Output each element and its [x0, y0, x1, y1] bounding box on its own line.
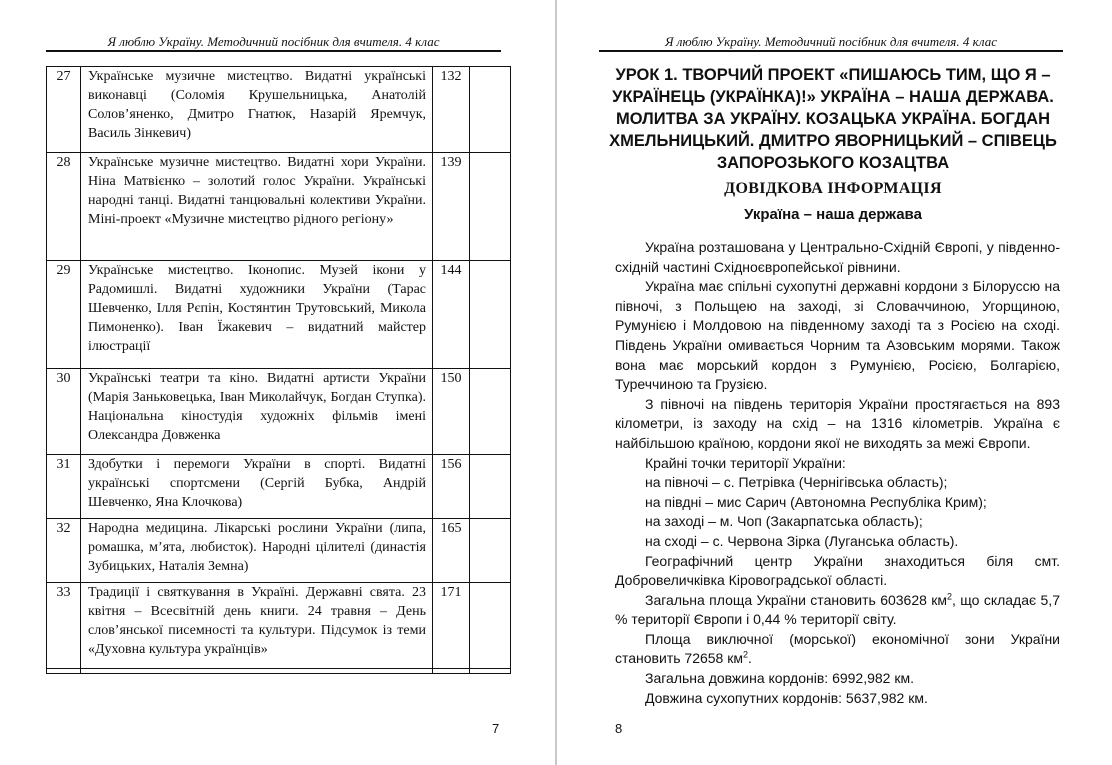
body-text	[615, 238, 1060, 708]
notes-cell	[470, 583, 511, 669]
page-number: 7	[492, 721, 500, 736]
lesson-topic: Здобутки і перемоги України в спорті. Видатні українські спортсмени (Сергій Бубка, Андрій Шевченко, Яна Клочкова)	[81, 455, 433, 519]
table-row	[47, 67, 511, 153]
superscript: 2	[742, 649, 748, 660]
list-item: на півночі – с. Петрівка (Чернігівська область);	[645, 474, 948, 491]
table-row	[47, 519, 511, 583]
extreme-points-intro: Крайні точки території України:	[645, 454, 846, 471]
running-head: Я люблю Україну. Методичний посібник для вчителя. 4 клас	[107, 34, 440, 49]
table-row	[47, 583, 511, 669]
lesson-number: 31	[47, 455, 81, 519]
running-head: Я люблю Україну. Методичний посібник для вчителя. 4 клас	[664, 34, 998, 49]
eez-text: .	[748, 650, 752, 667]
lesson-topic: Українське музичне мистецтво. Видатні українські виконавці (Соломія Крушельницька, Анатолій Солов’яненко, Дмитро Гнатюк, Назарій Яремчук, Василь Зінкевич)	[81, 67, 433, 153]
list-item: на сході – с. Червона Зірка (Луганська область).	[645, 532, 959, 549]
lesson-number: 27	[47, 67, 81, 153]
notes-cell	[470, 67, 511, 153]
sub-title: Україна – наша держава	[744, 206, 922, 223]
paragraph: Україна розташована у Центрально-Східній Європі, у південно-східній частині Східноєвропейської рівнини.	[615, 239, 1060, 275]
empty-cell	[81, 669, 433, 674]
lesson-number: 28	[47, 153, 81, 261]
border-total: Загальна довжина кордонів: 6992,982 км.	[645, 670, 914, 687]
list-item: на заході – м. Чоп (Закарпатська область);	[645, 513, 923, 530]
lesson-number: 32	[47, 519, 81, 583]
empty-cell	[470, 669, 511, 674]
lesson-number: 33	[47, 583, 81, 669]
lesson-title: УРОК 1. ТВОРЧИЙ ПРОЕКТ «ПИШАЮСЬ ТИМ, ЩО Я – УКРАЇНЕЦЬ (УКРАЇНКА)!» УКРАЇНА – НАША ДЕРЖАВА. МОЛИТВА ЗА УКРАЇНУ. КОЗАЦЬКА УКРАЇНА. БОГДАН ХМЕЛЬНИЦЬКИЙ. ДМИТРО ЯВОРНИЦЬКИЙ – СПІВЕЦЬ ЗАПОРОЗЬКОГО КОЗАЦТВА	[609, 66, 1057, 172]
lesson-number: 30	[47, 369, 81, 455]
page-number: 8	[615, 721, 623, 736]
notes-cell	[470, 519, 511, 583]
header-rule	[599, 50, 1063, 52]
table-row	[47, 369, 511, 455]
lesson-page: 144	[433, 261, 470, 369]
right-page	[557, 0, 1112, 765]
notes-cell	[470, 369, 511, 455]
lesson-number: 29	[47, 261, 81, 369]
lesson-plan-table	[46, 66, 511, 674]
lesson-page: 139	[433, 153, 470, 261]
table-row	[47, 669, 511, 674]
eez-paragraph	[615, 630, 1060, 669]
notes-cell	[470, 261, 511, 369]
lesson-page: 165	[433, 519, 470, 583]
section-title: ДОВІДКОВА ІНФОРМАЦІЯ	[724, 180, 942, 197]
header-rule	[46, 50, 501, 52]
area-text: , що складає 5,7 % території Європи і 0,44 % території світу.	[615, 591, 1060, 628]
area-paragraph	[615, 591, 1060, 630]
table-row	[47, 455, 511, 519]
superscript: 2	[947, 591, 953, 602]
lesson-page: 156	[433, 455, 470, 519]
lesson-page: 132	[433, 67, 470, 153]
paragraph: З півночі на південь територія України простягається на 893 кілометри, із заходу на схід – на 1316 кілометрів. Україна є найбільшою країною, кордони якої не виходять за межі Європи.	[615, 395, 1060, 451]
lesson-topic: Українські театри та кіно. Видатні артисти України (Марія Заньковецька, Іван Миколайчук, Богдан Ступка). Національна кіностудія художніх фільмів імені Олександра Довженка	[81, 369, 433, 455]
geo-center-paragraph: Географічний центр України знаходиться біля смт. Добровеличківка Кіровоградської області.	[615, 552, 1060, 589]
lesson-topic: Українське музичне мистецтво. Видатні хори України. Ніна Матвієнко – золотий голос України. Українські народні танці. Видатні танцювальні колективи України. Міні-проект «Музичне мистецтво рідного регіону»	[81, 153, 433, 261]
lesson-topic: Народна медицина. Лікарські рослини України (липа, ромашка, м’ята, любисток). Народні цілителі (династія Зубицьких, Наталія Земна)	[81, 519, 433, 583]
paragraph: Україна має спільні сухопутні державні кордони з Білоруссю на півночі, з Польщею на заході, зі Словаччиною, Угорщиною, Румунією і Молдовою на південному заході та з Росією на сході. Південь України омивається Чорним та Азовським морями. Також вона має морський кордон з Румунією, Росією, Болгарією, Туреччиною та Грузією.	[615, 278, 1060, 393]
table-row	[47, 261, 511, 369]
area-text: Загальна площа України становить 603628 км	[645, 591, 948, 608]
lesson-page: 150	[433, 369, 470, 455]
empty-cell	[433, 669, 470, 674]
table-row	[47, 153, 511, 261]
lesson-topic: Традиції і святкування в Україні. Державні свята. 23 квітня – Всесвітній день книги. 24 травня – День слов’янської писемності та культури. Підсумок із теми «Духовна культура українців»	[81, 583, 433, 669]
left-page	[0, 0, 555, 765]
empty-cell	[47, 669, 81, 674]
lesson-page: 171	[433, 583, 470, 669]
lesson-topic: Українське мистецтво. Іконопис. Музей ікони у Радомишлі. Видатні художники України (Тарас Шевченко, Ілля Рєпін, Костянтин Трутовський, Микола Пимоненко). Іван Їжакевич – видатний майстер ілюстрації	[81, 261, 433, 369]
eez-text: Площа виключної (морської) економічної зони України становить 72658 км	[615, 630, 1060, 667]
notes-cell	[470, 455, 511, 519]
border-land: Довжина сухопутних кордонів: 5637,982 км.	[645, 689, 928, 706]
list-item: на півдні – мис Сарич (Автономна Республіка Крим);	[645, 493, 987, 510]
notes-cell	[470, 153, 511, 261]
